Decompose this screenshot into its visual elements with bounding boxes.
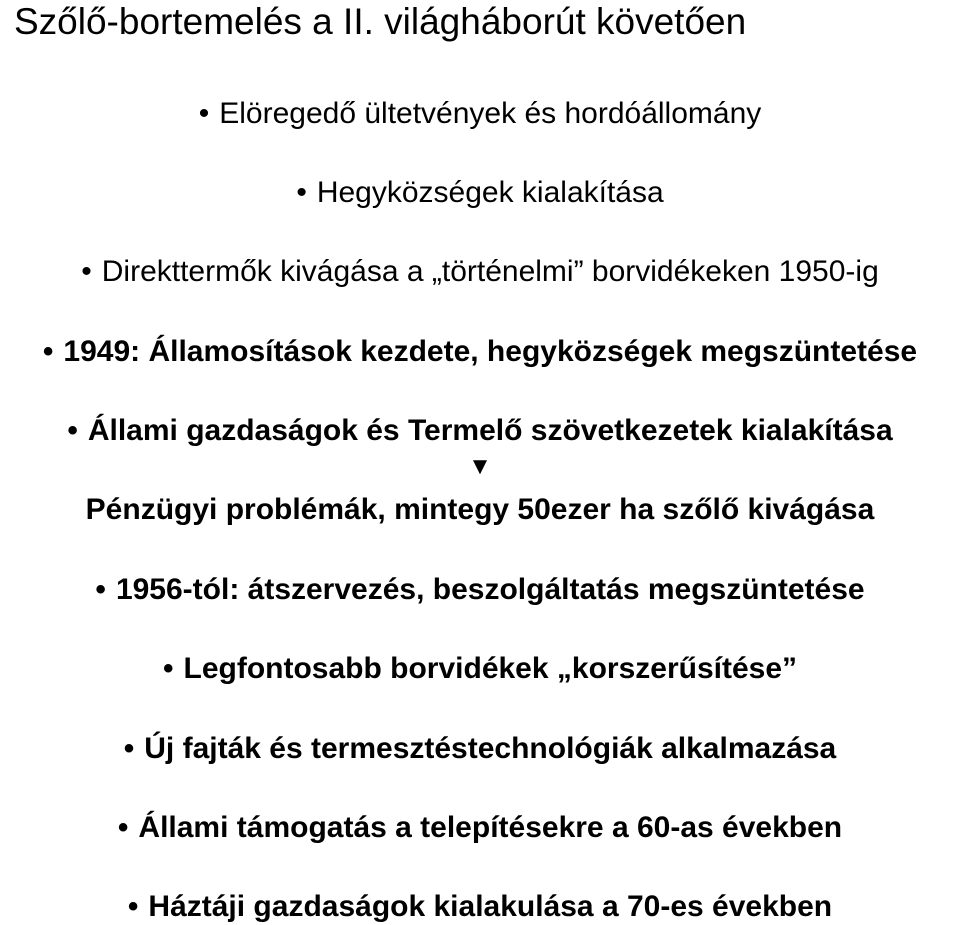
list-item-new-varieties	[0, 731, 960, 767]
page-title: Szőlő-bortemelés a II. világháborút követően	[14, 1, 747, 42]
bullet-icon: •	[95, 573, 106, 606]
list-item-text: Állami támogatás a telepítésekre a 60-as években	[138, 811, 843, 844]
list-item-text: Elöregedő ültetvények és hordóállomány	[219, 97, 762, 130]
list-item-reorganization	[0, 572, 960, 608]
bullet-icon: •	[127, 890, 139, 923]
list-item-text: 1949: Államosítások kezdete, hegyközségek megszüntetése	[63, 335, 918, 368]
list-item-wine-communities	[0, 175, 960, 211]
list-item-text: Hegyközségek kialakítása	[316, 176, 664, 209]
list-item-direct-producers	[0, 254, 960, 290]
list-item-text: Pénzügyi problémák, mintegy 50ezer ha szőlő kivágása	[85, 493, 875, 526]
bullet-icon: •	[123, 732, 135, 765]
list-item-state-farms	[0, 413, 960, 449]
down-arrow-icon: ▼	[468, 453, 492, 480]
list-item-modernization	[0, 651, 960, 687]
list-item-aging-plantations	[0, 96, 960, 132]
list-item-text: Legfontosabb borvidékek „korszerűsítése”	[183, 652, 798, 685]
list-item-nationalization	[0, 334, 960, 370]
list-item-financial-problems	[0, 492, 960, 528]
bullet-icon: •	[81, 255, 92, 288]
bullet-icon: •	[198, 97, 210, 130]
list-item-text: Állami gazdaságok és Termelő szövetkezetek kialakítása	[87, 414, 893, 447]
list-item-state-support	[0, 810, 960, 846]
bullet-icon: •	[117, 811, 129, 844]
list-item-text: Új fajták és termesztéstechnológiák alkalmazása	[144, 732, 837, 765]
bullet-icon: •	[42, 335, 54, 368]
list-item-text: Háztáji gazdaságok kialakulása a 70-es években	[148, 890, 833, 923]
list-item-text: 1956-tól: átszervezés, beszolgáltatás megszüntetése	[115, 573, 865, 606]
bullet-icon: •	[296, 176, 307, 209]
list-item-household-farms	[0, 889, 960, 925]
bullet-icon: •	[67, 414, 78, 447]
list-item-text: Direkttermők kivágása a „történelmi” borvidékeken 1950-ig	[101, 255, 879, 288]
bullet-icon: •	[162, 652, 174, 685]
